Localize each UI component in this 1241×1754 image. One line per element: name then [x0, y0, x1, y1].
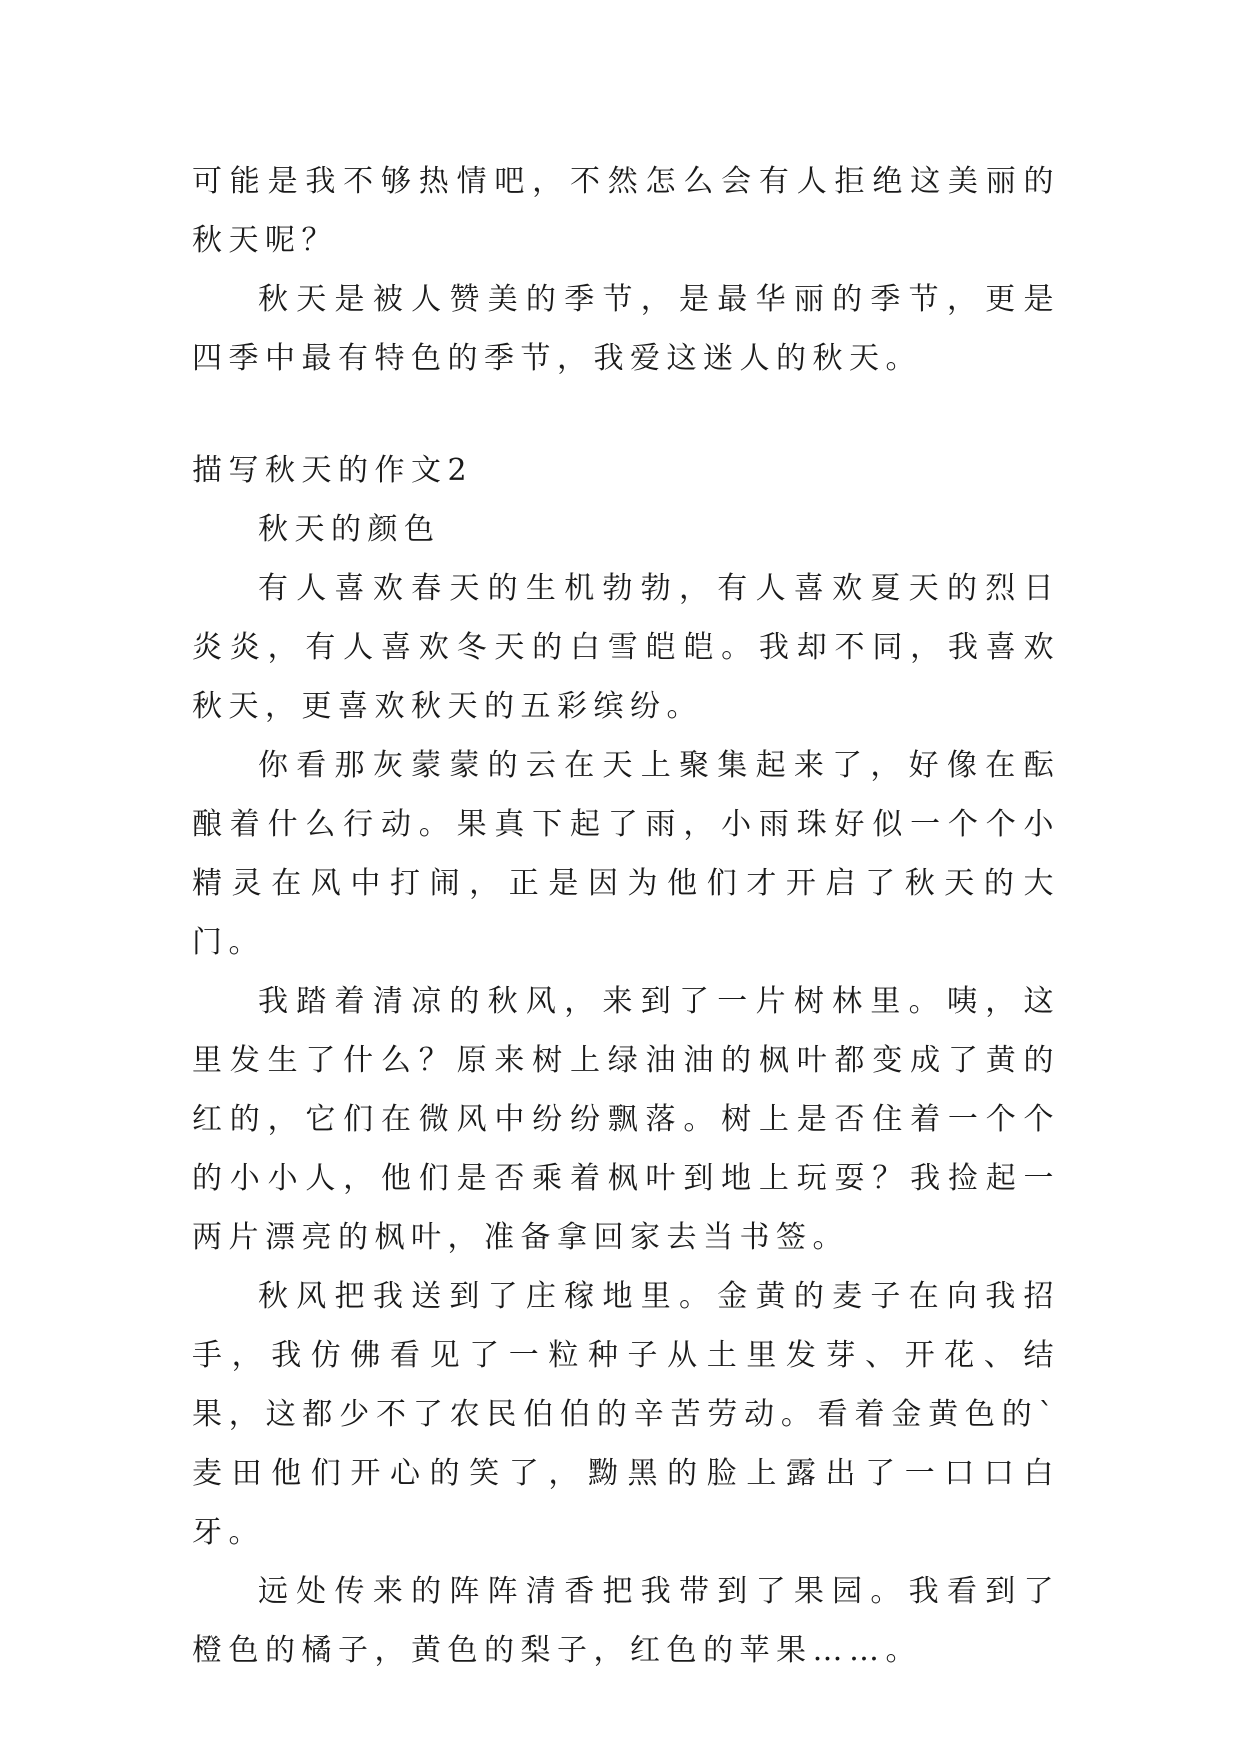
paragraph: 秋风把我送到了庄稼地里。金黄的麦子在向我招手，我仿佛看见了一粒种子从土里发芽、开花、结果，这都少不了农民伯伯的辛苦劳动。看着金黄色的`麦田他们开心的笑了，黝黑的脸上露出了一口口白牙。: [192, 1279, 1060, 1550]
paragraph: 我踏着清凉的秋风，来到了一片树林里。咦，这里发生了什么？原来树上绿油油的枫叶都变成了黄的红的，它们在微风中纷纷飘落。树上是否住着一个个的小小人，他们是否乘着枫叶到地上玩耍？我捡起一两片漂亮的枫叶，准备拿回家去当书签。: [192, 984, 1060, 1255]
paragraph-continuation: 可能是我不够热情吧，不然怎么会有人拒绝这美丽的秋天呢？: [192, 164, 1060, 258]
paragraph-conclusion: 秋天是被人赞美的季节，是最华丽的季节，更是四季中最有特色的季节，我爱这迷人的秋天。: [192, 282, 1060, 376]
essay-subtitle: 秋天的颜色: [258, 512, 441, 547]
paragraph: 有人喜欢春天的生机勃勃，有人喜欢夏天的烈日炎炎，有人喜欢冬天的白雪皑皑。我却不同，我喜欢秋天，更喜欢秋天的五彩缤纷。: [192, 571, 1060, 724]
document-body: [192, 152, 1060, 1680]
paragraph: 远处传来的阵阵清香把我带到了果园。我看到了橙色的橘子，黄色的梨子，红色的苹果……。: [192, 1574, 1060, 1668]
essay-heading: 描写秋天的作文2: [192, 453, 474, 488]
paragraph: 你看那灰蒙蒙的云在天上聚集起来了，好像在酝酿着什么行动。果真下起了雨，小雨珠好似一个个小精灵在风中打闹，正是因为他们才开启了秋天的大门。: [192, 748, 1060, 960]
